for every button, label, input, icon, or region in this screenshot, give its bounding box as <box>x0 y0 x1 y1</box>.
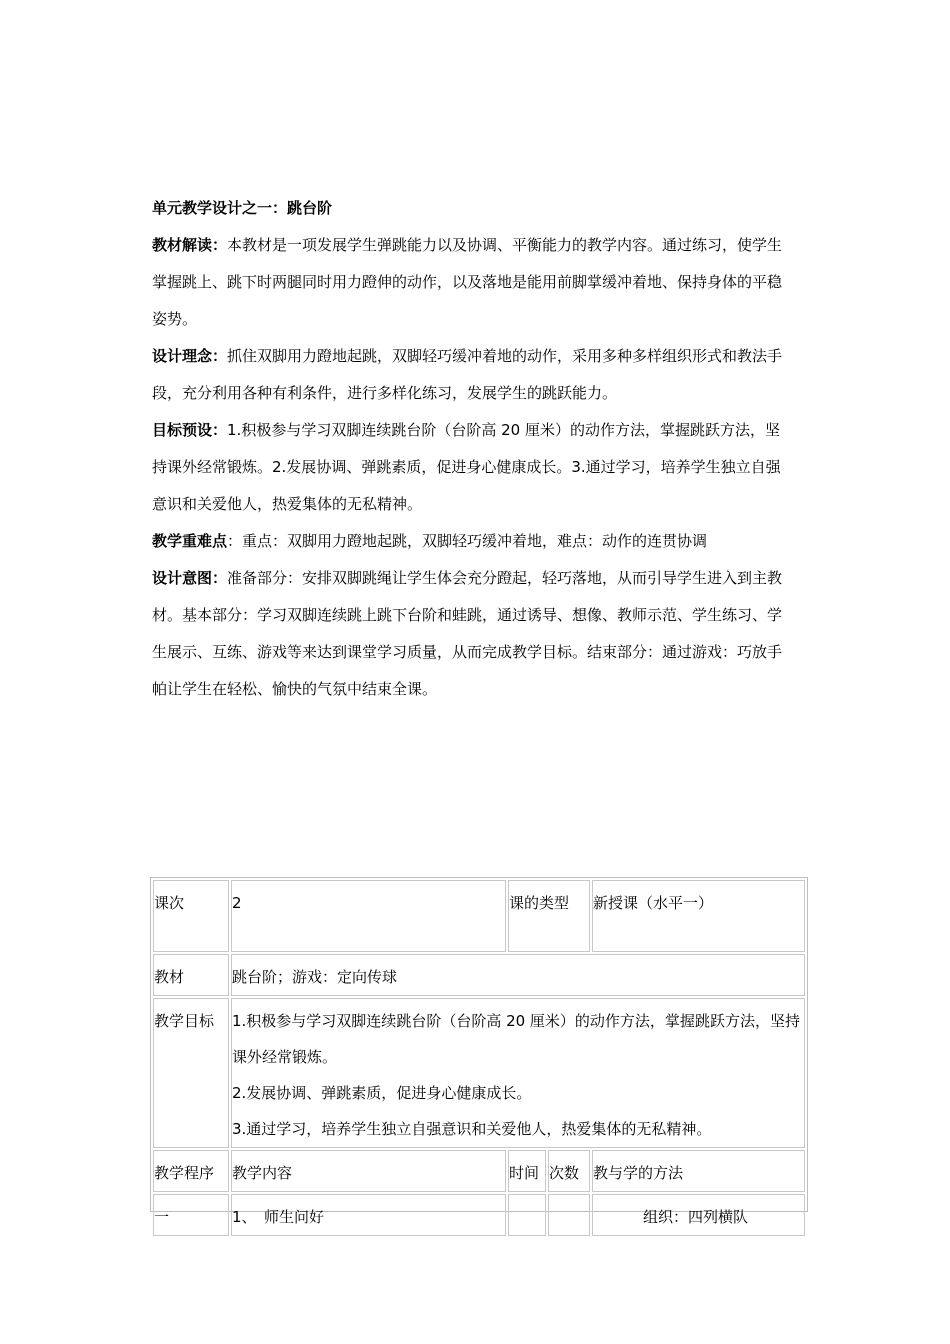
cell-count <box>548 1194 590 1236</box>
lesson-table <box>150 877 808 1226</box>
section-linian <box>152 338 792 412</box>
header-cishu: 次数 <box>548 1150 590 1192</box>
section-label: 设计意图： <box>152 569 228 587</box>
cell-keci-label: 课次 <box>153 880 229 952</box>
document-body <box>152 190 792 708</box>
cell-mubiao-label: 教学目标 <box>153 998 229 1148</box>
section-text: 抓住双脚用力蹬地起跳，双脚轻巧缓冲着地的动作，采用多种多样组织形式和教法手段，充分利用各种有利条件，进行多样化练习，发展学生的跳跃能力。 <box>152 347 783 402</box>
doc-title: 单元教学设计之一：跳台阶 <box>152 199 333 217</box>
section-label: 设计理念： <box>152 347 228 365</box>
section-label: 教材解读： <box>152 236 228 254</box>
section-text: 1.积极参与学习双脚连续跳台阶（台阶高 20 厘米）的动作方法，掌握跳跃方法，坚持课外经常锻炼。2.发展协调、弹跳素质，促进身心健康成长。3.通过学习，培养学生独立自强意识和关爱他人，热爱集体的无私精神。 <box>152 421 781 513</box>
cell-keci-value: 2 <box>231 880 506 952</box>
table-row <box>153 998 805 1148</box>
table-row <box>153 1194 805 1236</box>
section-zhongnandian <box>152 523 792 560</box>
header-chengxu: 教学程序 <box>153 1150 229 1192</box>
section-jiaocai <box>152 227 792 338</box>
table-row <box>153 954 805 996</box>
cell-time <box>508 1194 546 1236</box>
goal-line: 3.通过学习，培养学生独立自强意识和关爱他人，热爱集体的无私精神。 <box>232 1120 712 1138</box>
cell-method: 组织：四列横队 <box>592 1194 805 1236</box>
goal-line: 2.发展协调、弹跳素质，促进身心健康成长。 <box>232 1084 532 1102</box>
goal-line: 1.积极参与学习双脚连续跳台阶（台阶高 20 厘米）的动作方法，掌握跳跃方法，坚持课外经常锻炼。 <box>232 1012 800 1066</box>
header-shijian: 时间 <box>508 1150 546 1192</box>
section-mubiao <box>152 412 792 523</box>
header-fangfa: 教与学的方法 <box>592 1150 805 1192</box>
cell-content: 1、 师生问好 <box>231 1194 506 1236</box>
section-text: 准备部分：安排双脚跳绳让学生体会充分蹬起，轻巧落地，从而引导学生进入到主教材。基本部分：学习双脚连续跳上跳下台阶和蛙跳，通过诱导、想像、教师示范、学生练习、学生展示、互练、游戏等来达到课堂学习质量，从而完成教学目标。结束部分：通过游戏：巧放手帕让学生在轻松、愉快的气氛中结束全课。 <box>152 569 783 698</box>
header-neirong: 教学内容 <box>231 1150 506 1192</box>
section-label: 目标预设： <box>152 421 228 439</box>
table-row <box>153 1150 805 1192</box>
section-label: 教学重难点 <box>152 532 228 550</box>
table-row <box>153 880 805 952</box>
section-yitu <box>152 560 792 708</box>
cell-type-label: 课的类型 <box>508 880 590 952</box>
cell-step: 一 <box>153 1194 229 1236</box>
cell-type-value: 新授课（水平一） <box>592 880 805 952</box>
section-text: ：重点：双脚用力蹬地起跳，双脚轻巧缓冲着地，难点：动作的连贯协调 <box>227 532 708 550</box>
section-text: 本教材是一项发展学生弹跳能力以及协调、平衡能力的教学内容。通过练习，使学生掌握跳上、跳下时两腿同时用力蹬伸的动作，以及落地是能用前脚掌缓冲着地、保持身体的平稳姿势。 <box>152 236 783 328</box>
cell-jiaocai-value: 跳台阶；游戏：定向传球 <box>231 954 805 996</box>
cell-mubiao-value <box>231 998 805 1148</box>
cell-jiaocai-label: 教材 <box>153 954 229 996</box>
